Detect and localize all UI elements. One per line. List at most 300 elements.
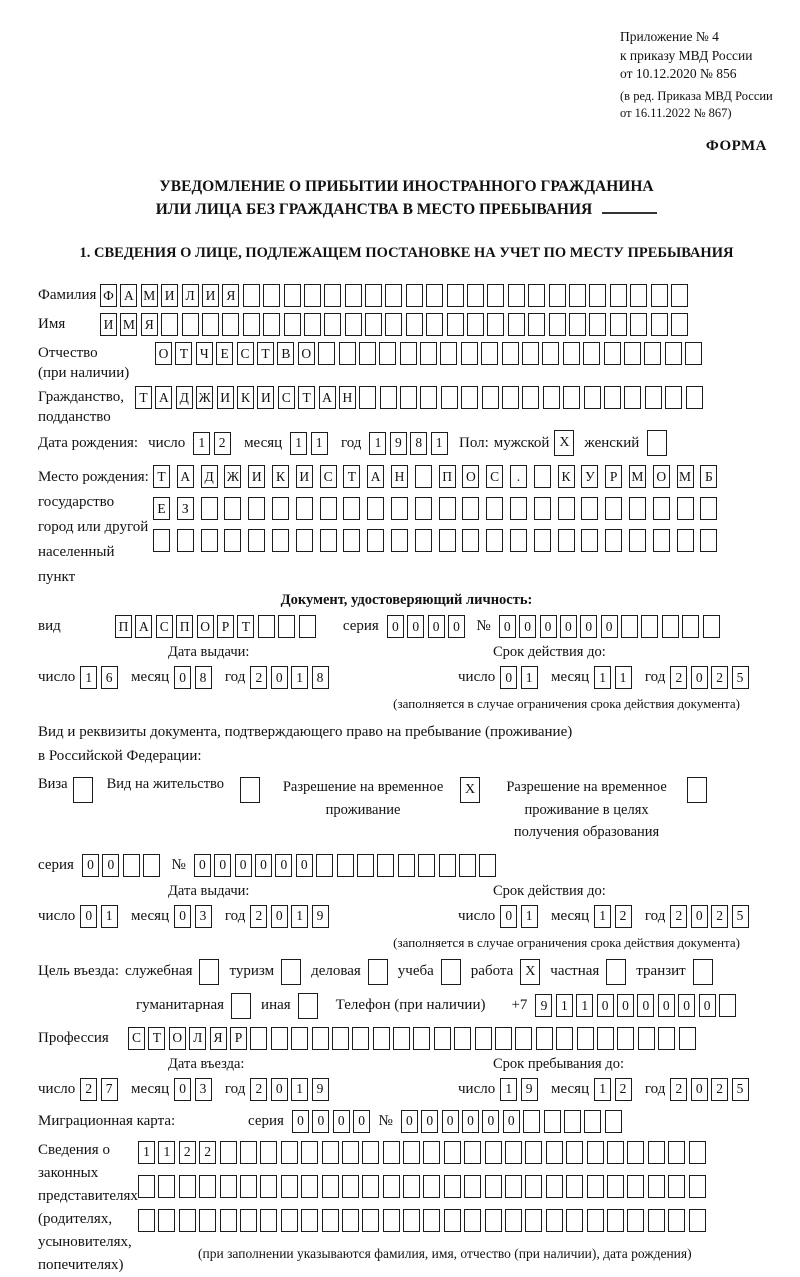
char-cell[interactable]: А xyxy=(155,386,172,409)
char-cell[interactable]: 0 xyxy=(271,1078,288,1101)
char-cell[interactable]: Б xyxy=(700,465,717,488)
char-cell[interactable] xyxy=(662,615,679,638)
char-cell[interactable]: 2 xyxy=(670,905,687,928)
char-cell[interactable]: 2 xyxy=(711,666,728,689)
char-cell[interactable] xyxy=(563,386,580,409)
char-cell[interactable] xyxy=(312,1027,329,1050)
char-cell[interactable]: 0 xyxy=(407,615,424,638)
char-cell[interactable]: И xyxy=(100,313,117,336)
char-cell[interactable]: 0 xyxy=(597,994,614,1017)
char-cell[interactable] xyxy=(671,313,688,336)
char-cell[interactable] xyxy=(523,1110,540,1133)
char-cell[interactable]: 3 xyxy=(195,905,212,928)
char-cell[interactable]: Е xyxy=(153,497,170,520)
char-cell[interactable]: К xyxy=(237,386,254,409)
char-cell[interactable] xyxy=(304,313,321,336)
char-cell[interactable] xyxy=(342,1141,359,1164)
char-cell[interactable] xyxy=(653,497,670,520)
char-cell[interactable]: 0 xyxy=(292,1110,309,1133)
char-cell[interactable] xyxy=(534,529,551,552)
purpose-option-checkbox[interactable] xyxy=(281,959,301,985)
char-cell[interactable]: 0 xyxy=(333,1110,350,1133)
char-cell[interactable]: 0 xyxy=(499,615,516,638)
char-cell[interactable] xyxy=(418,854,435,877)
char-cell[interactable] xyxy=(629,529,646,552)
char-cell[interactable]: С xyxy=(128,1027,145,1050)
char-cell[interactable] xyxy=(700,497,717,520)
char-cell[interactable] xyxy=(250,1027,267,1050)
char-cell[interactable] xyxy=(367,529,384,552)
char-cell[interactable] xyxy=(263,284,280,307)
char-cell[interactable] xyxy=(644,342,661,365)
char-cell[interactable] xyxy=(525,1175,542,1198)
char-cell[interactable]: 5 xyxy=(732,905,749,928)
char-cell[interactable] xyxy=(182,313,199,336)
char-cell[interactable] xyxy=(220,1141,237,1164)
char-cell[interactable] xyxy=(420,342,437,365)
char-cell[interactable] xyxy=(467,284,484,307)
char-cell[interactable]: 9 xyxy=(312,1078,329,1101)
char-cell[interactable] xyxy=(584,1110,601,1133)
char-cell[interactable] xyxy=(610,284,627,307)
char-cell[interactable] xyxy=(345,284,362,307)
char-cell[interactable]: М xyxy=(141,284,158,307)
char-cell[interactable] xyxy=(391,529,408,552)
char-cell[interactable] xyxy=(467,313,484,336)
char-cell[interactable]: 0 xyxy=(500,905,517,928)
char-cell[interactable]: И xyxy=(257,386,274,409)
char-cell[interactable] xyxy=(630,284,647,307)
char-cell[interactable] xyxy=(201,529,218,552)
char-cell[interactable] xyxy=(581,529,598,552)
char-cell[interactable] xyxy=(515,1027,532,1050)
char-cell[interactable]: 0 xyxy=(387,615,404,638)
char-cell[interactable] xyxy=(587,1175,604,1198)
char-cell[interactable] xyxy=(383,1141,400,1164)
char-cell[interactable]: М xyxy=(120,313,137,336)
char-cell[interactable] xyxy=(367,497,384,520)
char-cell[interactable]: Е xyxy=(216,342,233,365)
char-cell[interactable] xyxy=(296,497,313,520)
char-cell[interactable]: Ж xyxy=(196,386,213,409)
char-cell[interactable]: 1 xyxy=(80,666,97,689)
char-cell[interactable] xyxy=(495,1027,512,1050)
char-cell[interactable] xyxy=(322,1141,339,1164)
char-cell[interactable] xyxy=(502,386,519,409)
char-cell[interactable] xyxy=(359,342,376,365)
char-cell[interactable] xyxy=(510,497,527,520)
char-cell[interactable]: 9 xyxy=(390,432,407,455)
char-cell[interactable]: Р xyxy=(230,1027,247,1050)
char-cell[interactable] xyxy=(677,497,694,520)
char-cell[interactable] xyxy=(485,1141,502,1164)
char-cell[interactable]: 1 xyxy=(576,994,593,1017)
char-cell[interactable]: Т xyxy=(257,342,274,365)
char-cell[interactable]: Я xyxy=(222,284,239,307)
char-cell[interactable]: Т xyxy=(298,386,315,409)
char-cell[interactable] xyxy=(479,854,496,877)
char-cell[interactable]: 1 xyxy=(291,666,308,689)
char-cell[interactable]: 9 xyxy=(535,994,552,1017)
char-cell[interactable] xyxy=(413,1027,430,1050)
char-cell[interactable] xyxy=(621,615,638,638)
char-cell[interactable]: П xyxy=(115,615,132,638)
char-cell[interactable]: И xyxy=(248,465,265,488)
char-cell[interactable] xyxy=(629,497,646,520)
char-cell[interactable] xyxy=(543,386,560,409)
char-cell[interactable] xyxy=(549,284,566,307)
char-cell[interactable] xyxy=(685,342,702,365)
char-cell[interactable]: 1 xyxy=(290,432,307,455)
char-cell[interactable] xyxy=(263,313,280,336)
char-cell[interactable] xyxy=(380,386,397,409)
char-cell[interactable]: 0 xyxy=(580,615,597,638)
char-cell[interactable] xyxy=(343,529,360,552)
char-cell[interactable] xyxy=(558,497,575,520)
char-cell[interactable] xyxy=(703,615,720,638)
char-cell[interactable] xyxy=(260,1209,277,1232)
char-cell[interactable] xyxy=(700,529,717,552)
char-cell[interactable] xyxy=(485,1209,502,1232)
char-cell[interactable] xyxy=(583,342,600,365)
char-cell[interactable] xyxy=(365,284,382,307)
purpose-option-checkbox[interactable] xyxy=(231,993,251,1019)
char-cell[interactable] xyxy=(406,284,423,307)
char-cell[interactable]: П xyxy=(439,465,456,488)
char-cell[interactable] xyxy=(439,854,456,877)
char-cell[interactable] xyxy=(624,386,641,409)
char-cell[interactable]: 5 xyxy=(732,666,749,689)
char-cell[interactable] xyxy=(604,386,621,409)
char-cell[interactable] xyxy=(719,994,736,1017)
char-cell[interactable] xyxy=(462,497,479,520)
char-cell[interactable] xyxy=(296,529,313,552)
char-cell[interactable]: 1 xyxy=(193,432,210,455)
char-cell[interactable] xyxy=(383,1209,400,1232)
char-cell[interactable]: 0 xyxy=(678,994,695,1017)
char-cell[interactable]: 0 xyxy=(82,854,99,877)
char-cell[interactable]: И xyxy=(296,465,313,488)
purpose-option-checkbox[interactable] xyxy=(693,959,713,985)
char-cell[interactable]: И xyxy=(217,386,234,409)
char-cell[interactable] xyxy=(301,1141,318,1164)
char-cell[interactable] xyxy=(651,284,668,307)
char-cell[interactable] xyxy=(272,529,289,552)
char-cell[interactable]: Л xyxy=(182,284,199,307)
char-cell[interactable]: 2 xyxy=(711,1078,728,1101)
char-cell[interactable] xyxy=(563,342,580,365)
char-cell[interactable] xyxy=(536,1027,553,1050)
char-cell[interactable] xyxy=(337,854,354,877)
char-cell[interactable] xyxy=(320,529,337,552)
char-cell[interactable]: 0 xyxy=(462,1110,479,1133)
char-cell[interactable] xyxy=(177,529,194,552)
char-cell[interactable] xyxy=(556,1027,573,1050)
char-cell[interactable]: 6 xyxy=(101,666,118,689)
char-cell[interactable]: Ж xyxy=(224,465,241,488)
char-cell[interactable] xyxy=(403,1175,420,1198)
char-cell[interactable] xyxy=(301,1209,318,1232)
char-cell[interactable]: 0 xyxy=(658,994,675,1017)
char-cell[interactable] xyxy=(481,342,498,365)
char-cell[interactable] xyxy=(202,313,219,336)
char-cell[interactable]: С xyxy=(486,465,503,488)
char-cell[interactable] xyxy=(420,386,437,409)
char-cell[interactable] xyxy=(304,284,321,307)
char-cell[interactable] xyxy=(505,1175,522,1198)
char-cell[interactable] xyxy=(284,313,301,336)
char-cell[interactable]: 0 xyxy=(601,615,618,638)
char-cell[interactable] xyxy=(343,497,360,520)
char-cell[interactable] xyxy=(444,1175,461,1198)
char-cell[interactable] xyxy=(357,854,374,877)
char-cell[interactable]: Д xyxy=(176,386,193,409)
char-cell[interactable] xyxy=(260,1175,277,1198)
char-cell[interactable]: С xyxy=(320,465,337,488)
char-cell[interactable] xyxy=(665,386,682,409)
char-cell[interactable] xyxy=(605,497,622,520)
char-cell[interactable]: Д xyxy=(201,465,218,488)
char-cell[interactable] xyxy=(607,1141,624,1164)
char-cell[interactable] xyxy=(464,1209,481,1232)
char-cell[interactable]: 5 xyxy=(732,1078,749,1101)
char-cell[interactable] xyxy=(546,1175,563,1198)
char-cell[interactable] xyxy=(415,529,432,552)
char-cell[interactable] xyxy=(439,497,456,520)
char-cell[interactable] xyxy=(324,313,341,336)
char-cell[interactable] xyxy=(525,1141,542,1164)
char-cell[interactable] xyxy=(377,854,394,877)
char-cell[interactable] xyxy=(569,313,586,336)
char-cell[interactable]: 1 xyxy=(594,905,611,928)
char-cell[interactable] xyxy=(461,386,478,409)
char-cell[interactable] xyxy=(605,529,622,552)
char-cell[interactable] xyxy=(648,1209,665,1232)
char-cell[interactable] xyxy=(604,342,621,365)
char-cell[interactable] xyxy=(240,1175,257,1198)
char-cell[interactable] xyxy=(638,1027,655,1050)
char-cell[interactable] xyxy=(651,313,668,336)
char-cell[interactable]: 0 xyxy=(80,905,97,928)
char-cell[interactable] xyxy=(597,1027,614,1050)
char-cell[interactable]: О xyxy=(653,465,670,488)
char-cell[interactable] xyxy=(658,1027,675,1050)
char-cell[interactable]: 0 xyxy=(255,854,272,877)
char-cell[interactable] xyxy=(444,1141,461,1164)
char-cell[interactable] xyxy=(648,1141,665,1164)
char-cell[interactable] xyxy=(689,1141,706,1164)
education-residence-checkbox[interactable] xyxy=(687,777,707,803)
char-cell[interactable]: 9 xyxy=(521,1078,538,1101)
char-cell[interactable]: Т xyxy=(237,615,254,638)
char-cell[interactable] xyxy=(158,1175,175,1198)
char-cell[interactable]: 1 xyxy=(594,666,611,689)
char-cell[interactable] xyxy=(271,1027,288,1050)
char-cell[interactable] xyxy=(587,1141,604,1164)
char-cell[interactable] xyxy=(461,342,478,365)
purpose-option-checkbox[interactable]: X xyxy=(520,959,540,985)
char-cell[interactable]: А xyxy=(367,465,384,488)
char-cell[interactable] xyxy=(426,284,443,307)
char-cell[interactable] xyxy=(359,386,376,409)
char-cell[interactable] xyxy=(385,313,402,336)
char-cell[interactable] xyxy=(403,1209,420,1232)
char-cell[interactable]: Н xyxy=(391,465,408,488)
char-cell[interactable]: А xyxy=(177,465,194,488)
char-cell[interactable] xyxy=(544,1110,561,1133)
char-cell[interactable]: 0 xyxy=(691,1078,708,1101)
char-cell[interactable] xyxy=(406,313,423,336)
char-cell[interactable]: 0 xyxy=(448,615,465,638)
char-cell[interactable]: С xyxy=(156,615,173,638)
char-cell[interactable] xyxy=(641,615,658,638)
char-cell[interactable] xyxy=(607,1209,624,1232)
char-cell[interactable] xyxy=(332,1027,349,1050)
char-cell[interactable] xyxy=(143,854,160,877)
char-cell[interactable] xyxy=(624,342,641,365)
char-cell[interactable]: М xyxy=(629,465,646,488)
char-cell[interactable]: 0 xyxy=(503,1110,520,1133)
char-cell[interactable] xyxy=(179,1209,196,1232)
char-cell[interactable] xyxy=(224,497,241,520)
char-cell[interactable] xyxy=(301,1175,318,1198)
char-cell[interactable] xyxy=(138,1175,155,1198)
purpose-option-checkbox[interactable] xyxy=(368,959,388,985)
char-cell[interactable] xyxy=(403,1141,420,1164)
sex-male-checkbox[interactable]: X xyxy=(554,430,574,456)
char-cell[interactable] xyxy=(260,1141,277,1164)
char-cell[interactable] xyxy=(318,342,335,365)
char-cell[interactable] xyxy=(464,1175,481,1198)
char-cell[interactable] xyxy=(679,1027,696,1050)
char-cell[interactable] xyxy=(439,529,456,552)
char-cell[interactable] xyxy=(123,854,140,877)
char-cell[interactable]: 2 xyxy=(179,1141,196,1164)
char-cell[interactable] xyxy=(400,342,417,365)
char-cell[interactable]: Я xyxy=(141,313,158,336)
char-cell[interactable]: 1 xyxy=(615,666,632,689)
char-cell[interactable]: 3 xyxy=(195,1078,212,1101)
char-cell[interactable]: О xyxy=(155,342,172,365)
char-cell[interactable] xyxy=(240,1141,257,1164)
char-cell[interactable] xyxy=(272,497,289,520)
char-cell[interactable] xyxy=(617,1027,634,1050)
char-cell[interactable] xyxy=(258,615,275,638)
char-cell[interactable] xyxy=(505,1209,522,1232)
char-cell[interactable] xyxy=(482,386,499,409)
char-cell[interactable] xyxy=(441,386,458,409)
char-cell[interactable]: 1 xyxy=(594,1078,611,1101)
char-cell[interactable] xyxy=(525,1209,542,1232)
char-cell[interactable]: 7 xyxy=(101,1078,118,1101)
char-cell[interactable] xyxy=(345,313,362,336)
char-cell[interactable]: Т xyxy=(343,465,360,488)
char-cell[interactable] xyxy=(199,1209,216,1232)
char-cell[interactable]: 2 xyxy=(80,1078,97,1101)
char-cell[interactable]: Я xyxy=(210,1027,227,1050)
char-cell[interactable] xyxy=(508,313,525,336)
char-cell[interactable]: 0 xyxy=(174,1078,191,1101)
char-cell[interactable]: Т xyxy=(175,342,192,365)
char-cell[interactable]: 0 xyxy=(271,666,288,689)
char-cell[interactable]: 1 xyxy=(369,432,386,455)
char-cell[interactable]: Ч xyxy=(196,342,213,365)
char-cell[interactable] xyxy=(415,497,432,520)
char-cell[interactable] xyxy=(339,342,356,365)
purpose-option-checkbox[interactable] xyxy=(199,959,219,985)
char-cell[interactable]: 1 xyxy=(311,432,328,455)
char-cell[interactable] xyxy=(248,529,265,552)
char-cell[interactable]: И xyxy=(202,284,219,307)
char-cell[interactable] xyxy=(564,1110,581,1133)
char-cell[interactable]: 0 xyxy=(271,905,288,928)
char-cell[interactable]: 1 xyxy=(138,1141,155,1164)
char-cell[interactable] xyxy=(686,386,703,409)
char-cell[interactable] xyxy=(505,1141,522,1164)
char-cell[interactable]: П xyxy=(176,615,193,638)
char-cell[interactable]: 2 xyxy=(615,1078,632,1101)
char-cell[interactable] xyxy=(224,529,241,552)
char-cell[interactable]: Р xyxy=(217,615,234,638)
char-cell[interactable]: 8 xyxy=(312,666,329,689)
char-cell[interactable]: 1 xyxy=(158,1141,175,1164)
char-cell[interactable] xyxy=(324,284,341,307)
char-cell[interactable] xyxy=(299,615,316,638)
char-cell[interactable] xyxy=(281,1209,298,1232)
char-cell[interactable] xyxy=(589,284,606,307)
char-cell[interactable]: О xyxy=(197,615,214,638)
char-cell[interactable] xyxy=(677,529,694,552)
char-cell[interactable]: Т xyxy=(153,465,170,488)
char-cell[interactable]: 8 xyxy=(195,666,212,689)
char-cell[interactable] xyxy=(391,497,408,520)
char-cell[interactable]: 0 xyxy=(699,994,716,1017)
char-cell[interactable] xyxy=(240,1209,257,1232)
residence-permit-checkbox[interactable] xyxy=(240,777,260,803)
char-cell[interactable] xyxy=(522,386,539,409)
char-cell[interactable]: 9 xyxy=(312,905,329,928)
purpose-option-checkbox[interactable] xyxy=(606,959,626,985)
char-cell[interactable] xyxy=(462,529,479,552)
char-cell[interactable]: 2 xyxy=(250,905,267,928)
char-cell[interactable] xyxy=(487,313,504,336)
char-cell[interactable]: 0 xyxy=(275,854,292,877)
char-cell[interactable]: З xyxy=(177,497,194,520)
char-cell[interactable] xyxy=(447,313,464,336)
char-cell[interactable] xyxy=(546,1141,563,1164)
char-cell[interactable] xyxy=(534,465,551,488)
char-cell[interactable] xyxy=(222,313,239,336)
char-cell[interactable] xyxy=(502,342,519,365)
purpose-option-checkbox[interactable] xyxy=(441,959,461,985)
char-cell[interactable]: 1 xyxy=(521,905,538,928)
char-cell[interactable]: 1 xyxy=(500,1078,517,1101)
char-cell[interactable]: У xyxy=(581,465,598,488)
char-cell[interactable] xyxy=(278,615,295,638)
char-cell[interactable] xyxy=(291,1027,308,1050)
temp-residence-checkbox[interactable]: X xyxy=(460,777,480,803)
char-cell[interactable]: 0 xyxy=(519,615,536,638)
char-cell[interactable] xyxy=(447,284,464,307)
char-cell[interactable]: 0 xyxy=(540,615,557,638)
char-cell[interactable]: 2 xyxy=(670,666,687,689)
char-cell[interactable]: С xyxy=(237,342,254,365)
char-cell[interactable]: . xyxy=(510,465,527,488)
char-cell[interactable] xyxy=(243,313,260,336)
char-cell[interactable]: 1 xyxy=(431,432,448,455)
char-cell[interactable] xyxy=(385,284,402,307)
char-cell[interactable]: 2 xyxy=(615,905,632,928)
